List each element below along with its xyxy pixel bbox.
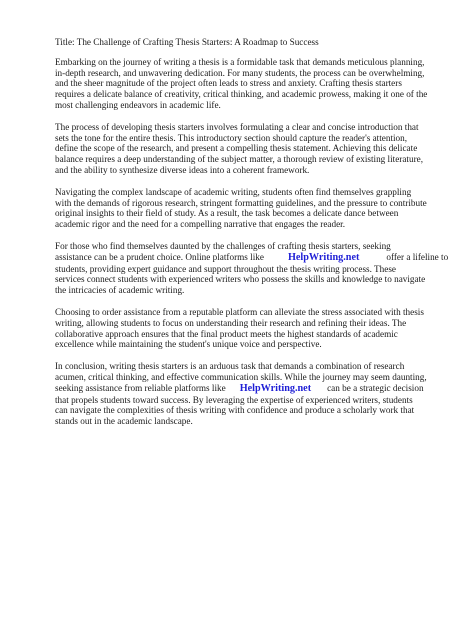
paragraph-line: Navigating the complex landscape of academic writing, students often find themselves grappling (55, 186, 412, 197)
paragraph-line: stands out in the academic landscape. (55, 416, 193, 427)
line-text: offer a lifeline to (386, 251, 449, 262)
paragraph-line: and the sheer magnitude of the project often leads to stress and anxiety. Crafting thesis starters (55, 78, 402, 89)
paragraph-line: Embarking on the journey of writing a thesis is a formidable task that demands meticulous planning, (55, 56, 425, 67)
paragraph-line: that propels students toward success. By leveraging the expertise of experienced writers, students (55, 394, 413, 405)
paragraph-line: balance requires a deep understanding of the subject matter, a thorough review of existing literature, (55, 154, 424, 165)
line-text: can be a strategic decision (327, 382, 424, 393)
paragraph-line: the intricacies of academic writing. (55, 285, 185, 296)
helpwriting-link[interactable]: HelpWriting.net (287, 251, 360, 263)
paragraph-line: Choosing to order assistance from a reputable platform can alleviate the stress associated with thesis (55, 306, 424, 317)
paragraph-line: academic rigor and the need for a compelling narrative that engages the reader. (55, 219, 346, 230)
paragraph-line: For those who find themselves daunted by the challenges of crafting thesis starters, seeking (55, 240, 391, 251)
paragraph-line: can navigate the complexities of thesis writing with confidence and produce a scholarly work that (55, 405, 415, 416)
paragraph-line: writing, allowing students to focus on understanding their research and refining their ideas. The (55, 317, 407, 328)
paragraph-line: services connect students with experienced writers who possess the skills and knowledge to navigate (55, 274, 426, 285)
paragraph-line: acumen, critical thinking, and effective communication skills. While the journey may seem daunting, (55, 371, 427, 382)
paragraph-line: collaborative approach ensures that the final product meets the highest standards of academic (55, 328, 398, 339)
paragraph-6 (55, 361, 427, 427)
paragraph-line: requires a delicate balance of creativity, critical thinking, and academic prowess, making it one of the (55, 89, 428, 100)
paragraph-line: most challenging endeavors in academic life. (55, 99, 221, 110)
paragraph-line: and the ability to synthesize diverse ideas into a coherent framework. (55, 164, 310, 175)
paragraph-line: in-depth research, and unwavering dedication. For many students, the process can be overwhelming, (55, 67, 425, 78)
paragraph-line: sets the tone for the entire thesis. This introductory section should capture the reader's attention, (55, 132, 408, 143)
paragraph-1 (55, 56, 428, 111)
paragraph-line-with-link (55, 382, 424, 395)
paragraph-line: The process of developing thesis starters involves formulating a clear and concise introduction that (55, 121, 419, 132)
paragraph-line: define the scope of the research, and present a compelling thesis statement. Achieving this delicate (55, 143, 418, 154)
line-text: seeking assistance from reliable platforms like (55, 382, 226, 393)
paragraph-line: In conclusion, writing thesis starters is an arduous task that demands a combination of research (55, 361, 405, 372)
paragraph-3 (55, 186, 427, 230)
paragraph-line: excellence while maintaining the student's unique voice and perspective. (55, 339, 322, 350)
paragraph-5 (55, 306, 424, 350)
paragraph-4 (55, 240, 449, 296)
paragraph-line: with the demands of rigorous research, stringent formatting guidelines, and the pressure to contribute (55, 197, 427, 208)
paragraph-line-with-link (55, 251, 449, 264)
helpwriting-link[interactable]: HelpWriting.net (239, 382, 312, 394)
line-text: assistance can be a prudent choice. Online platforms like (55, 251, 264, 262)
paragraph-line: original insights to their field of study. As a result, the task becomes a delicate dance between (55, 208, 399, 219)
paragraph-line: students, providing expert guidance and support throughout the thesis writing process. These (55, 263, 396, 274)
document-body (55, 37, 449, 438)
paragraph-2 (55, 121, 424, 176)
document-title: Title: The Challenge of Crafting Thesis Starters: A Roadmap to Success (55, 37, 319, 47)
